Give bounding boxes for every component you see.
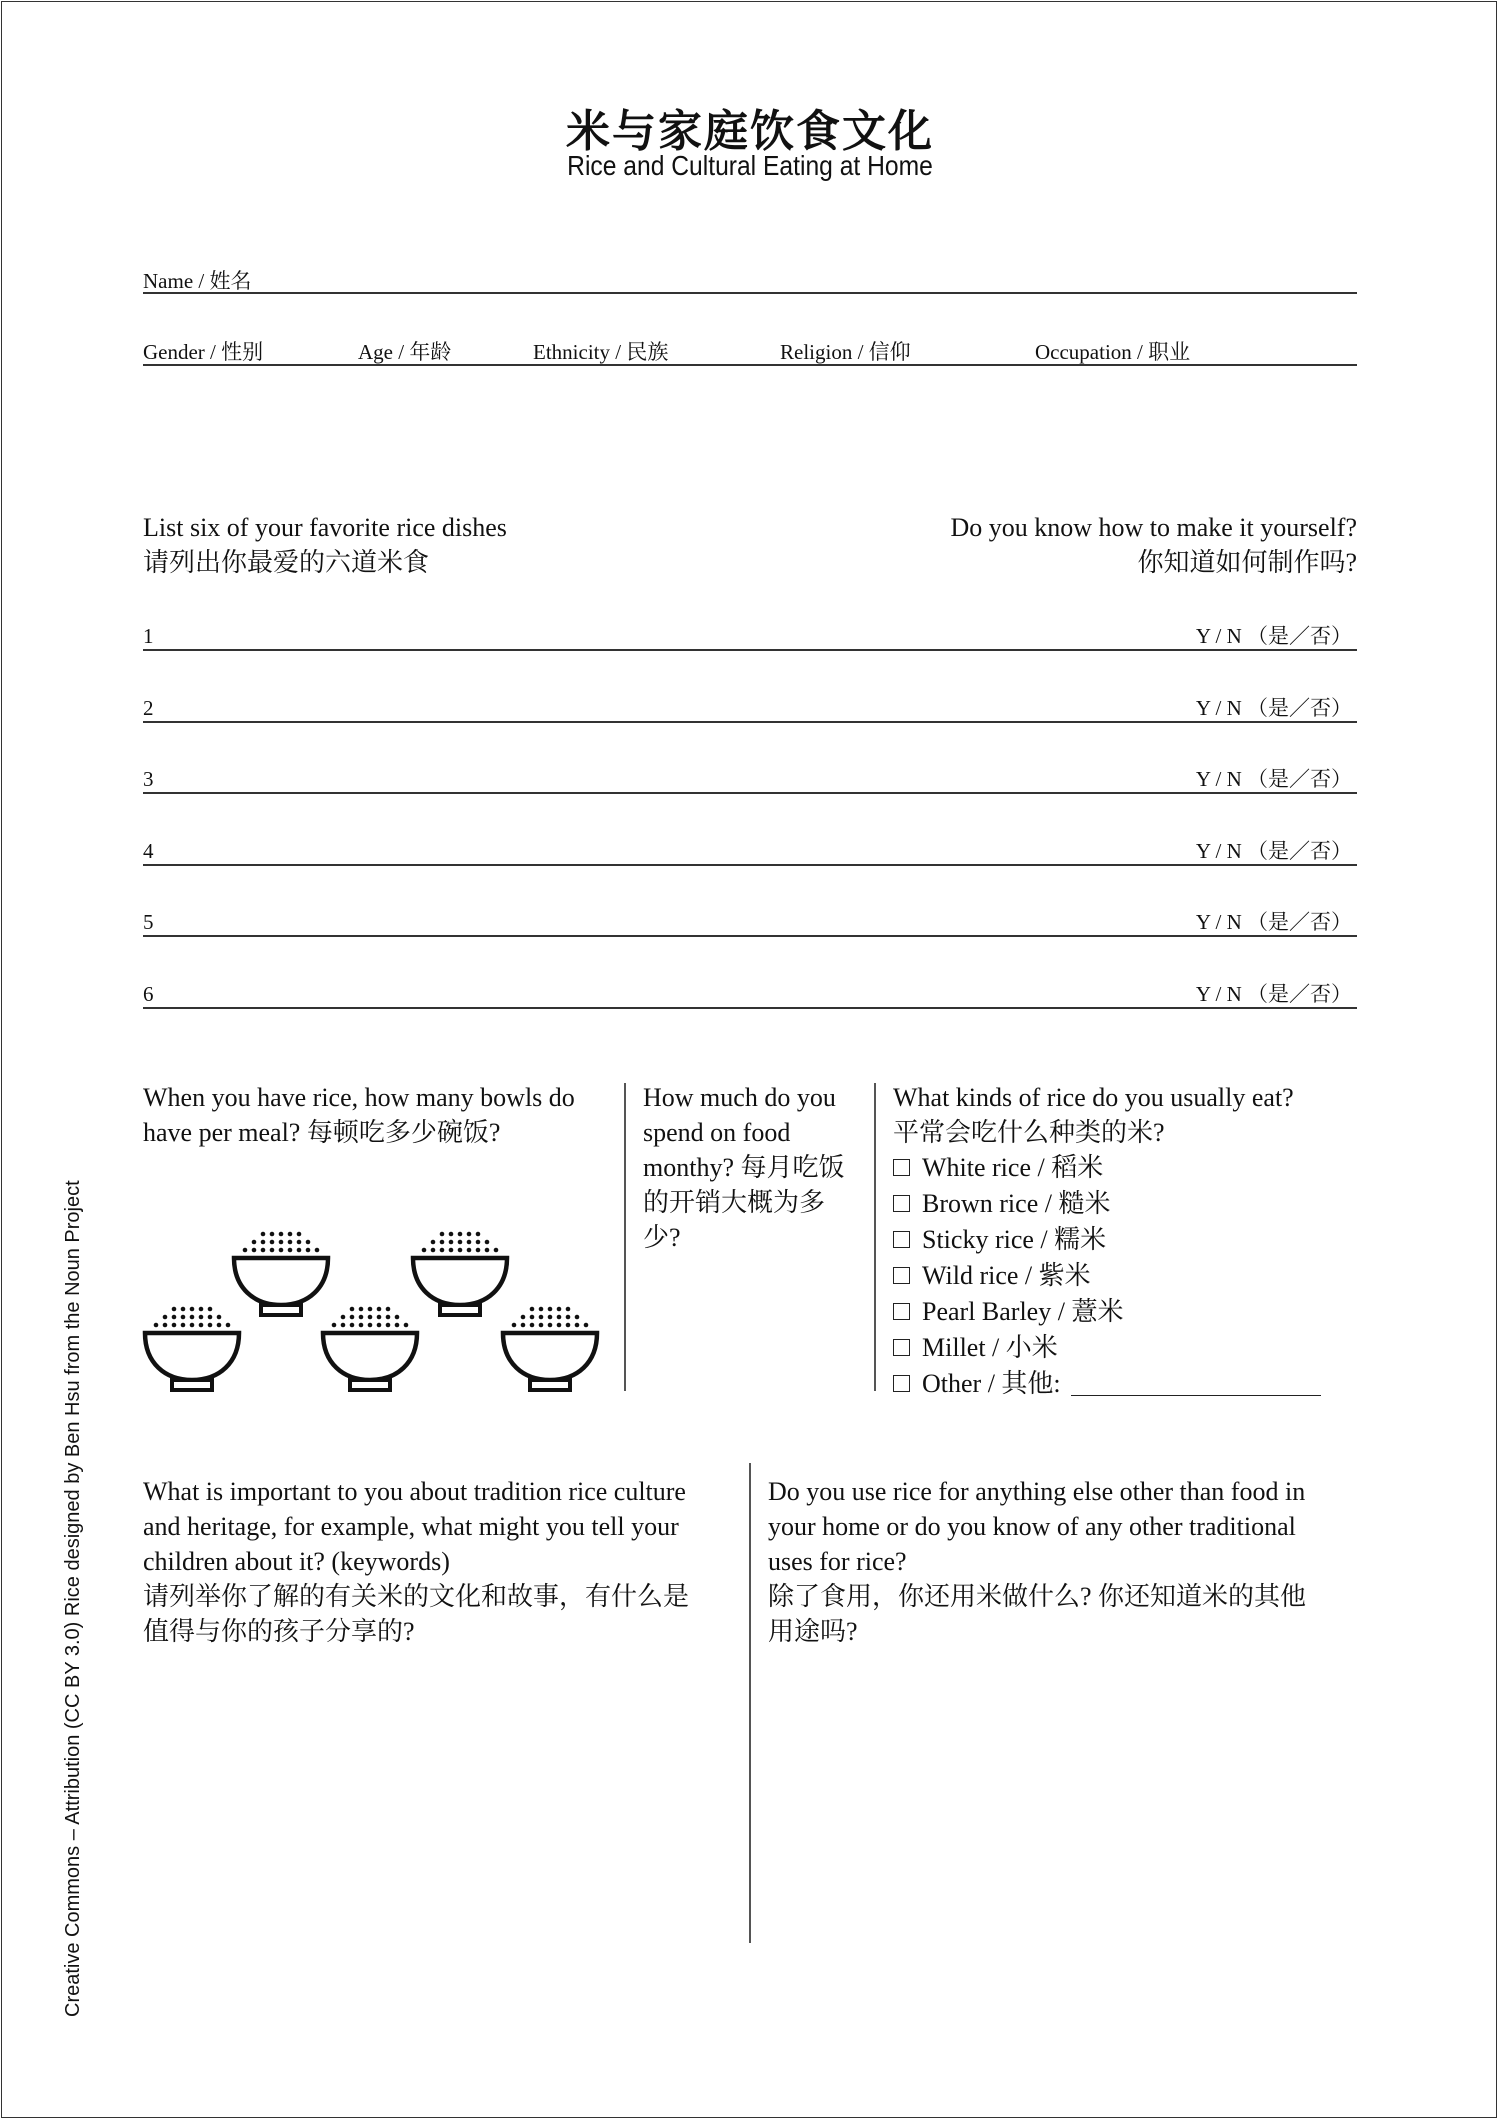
other-uses-question-line: uses for rice? — [768, 1547, 907, 1576]
rice-bowl-icon — [413, 1232, 507, 1315]
dish-yes-no[interactable]: Y / N （是／否） — [1195, 767, 1352, 791]
rice-option[interactable] — [893, 1150, 1321, 1186]
other-uses-question-line: 除了食用，你还用米做什么? 你还知道米的其他 — [768, 1582, 1307, 1611]
dish-line[interactable] — [143, 792, 1357, 794]
checkbox[interactable] — [893, 1375, 910, 1392]
name-field-line[interactable] — [143, 292, 1357, 294]
name-label: Name / 姓名 — [143, 269, 252, 293]
rice-option-label: Brown rice / 糙米 — [922, 1189, 1111, 1218]
rice-option-label: Wild rice / 紫米 — [922, 1261, 1091, 1290]
column-divider — [874, 1083, 876, 1391]
rice-option[interactable] — [893, 1258, 1321, 1294]
rice-option[interactable] — [893, 1186, 1321, 1222]
dish-number: 1 — [143, 624, 154, 648]
checkbox[interactable] — [893, 1267, 910, 1284]
rice-bowl-icon — [145, 1307, 239, 1390]
rice-kinds-question-zh: 平常会吃什么种类的米? — [893, 1118, 1165, 1147]
rice-bowl-icon — [503, 1307, 597, 1390]
dish-line[interactable] — [143, 721, 1357, 723]
spend-question-line: How much do you — [643, 1083, 836, 1112]
rice-option-label: Millet / 小米 — [922, 1333, 1058, 1362]
dish-line[interactable] — [143, 1007, 1357, 1009]
rice-bowl-icon — [234, 1232, 328, 1315]
other-rice-field[interactable] — [1071, 1369, 1321, 1396]
rice-option-label: Sticky rice / 糯米 — [922, 1225, 1107, 1254]
other-uses-question-line: 用途吗? — [768, 1617, 858, 1646]
rice-bowls-illustration — [140, 1220, 610, 1395]
tradition-question-line: 请列举你了解的有关米的文化和故事，有什么是 — [143, 1582, 690, 1611]
dishes-question-zh: 请列出你最爱的六道米食 — [143, 548, 430, 577]
bowls-question — [143, 1080, 575, 1150]
gender-label: Gender / 性别 — [143, 340, 264, 364]
make-question-en: Do you know how to make it yourself? — [950, 513, 1357, 542]
bowls-question-line: have per meal? 每顿吃多少碗饭? — [143, 1118, 501, 1147]
dish-yes-no[interactable]: Y / N （是／否） — [1195, 624, 1352, 648]
rice-option[interactable] — [893, 1366, 1321, 1402]
spend-question-line: monthy? 每月吃饭 — [643, 1153, 845, 1182]
rice-kinds-question-en: What kinds of rice do you usually eat? — [893, 1083, 1294, 1112]
rice-option[interactable] — [893, 1330, 1321, 1366]
occupation-label: Occupation / 职业 — [1035, 340, 1191, 364]
rice-option-label: Pearl Barley / 薏米 — [922, 1297, 1124, 1326]
spend-question-line: 少? — [643, 1223, 681, 1252]
rice-bowl-icon — [323, 1307, 417, 1390]
rice-kinds-checklist — [893, 1150, 1321, 1402]
checkbox[interactable] — [893, 1195, 910, 1212]
dish-number: 6 — [143, 982, 154, 1006]
dishes-question-en: List six of your favorite rice dishes — [143, 513, 507, 542]
rice-option-label: White rice / 稻米 — [922, 1153, 1104, 1182]
dish-yes-no[interactable]: Y / N （是／否） — [1195, 910, 1352, 934]
spend-question-line: 的开销大概为多 — [643, 1188, 826, 1217]
dish-line[interactable] — [143, 649, 1357, 651]
column-divider — [749, 1463, 751, 1943]
tradition-question-line: and heritage, for example, what might you tell your — [143, 1512, 679, 1541]
tradition-question-line: 值得与你的孩子分享的? — [143, 1617, 415, 1646]
checkbox[interactable] — [893, 1231, 910, 1248]
dish-number: 5 — [143, 910, 154, 934]
checkbox[interactable] — [893, 1339, 910, 1356]
dish-number: 3 — [143, 767, 154, 791]
make-question — [950, 510, 1357, 580]
dish-yes-no[interactable]: Y / N （是／否） — [1195, 696, 1352, 720]
make-question-zh: 你知道如何制作吗? — [1137, 548, 1357, 577]
credit-text: Creative Commons – Attribution (CC BY 3.0) Rice designed by Ben Hsu from the Noun Project — [62, 1180, 84, 2017]
spend-question — [643, 1080, 845, 1255]
dish-yes-no[interactable]: Y / N （是／否） — [1195, 982, 1352, 1006]
demographics-field-line[interactable] — [143, 364, 1357, 366]
dish-number: 2 — [143, 696, 154, 720]
bowls-question-line: When you have rice, how many bowls do — [143, 1083, 575, 1112]
religion-label: Religion / 信仰 — [780, 340, 911, 364]
dish-line[interactable] — [143, 935, 1357, 937]
tradition-question — [143, 1474, 689, 1649]
rice-option[interactable] — [893, 1222, 1321, 1258]
dish-yes-no[interactable]: Y / N （是／否） — [1195, 839, 1352, 863]
age-label: Age / 年龄 — [358, 340, 452, 364]
tradition-question-line: children about it? (keywords) — [143, 1547, 450, 1576]
dish-line[interactable] — [143, 864, 1357, 866]
checkbox[interactable] — [893, 1159, 910, 1176]
dishes-question — [143, 510, 507, 580]
other-uses-question-line: Do you use rice for anything else other than food in — [768, 1477, 1306, 1506]
checkbox[interactable] — [893, 1303, 910, 1320]
column-divider — [624, 1083, 626, 1391]
other-uses-question — [768, 1474, 1306, 1649]
rice-kinds-question — [893, 1080, 1294, 1150]
spend-question-line: spend on food — [643, 1118, 791, 1147]
ethnicity-label: Ethnicity / 民族 — [533, 340, 669, 364]
dish-number: 4 — [143, 839, 154, 863]
title-chinese: 米与家庭饮食文化 — [566, 106, 934, 157]
rice-option[interactable] — [893, 1294, 1321, 1330]
rice-option-label: Other / 其他: — [922, 1369, 1061, 1398]
other-uses-question-line: your home or do you know of any other traditional — [768, 1512, 1296, 1541]
title-english: Rice and Cultural Eating at Home — [567, 150, 933, 181]
tradition-question-line: What is important to you about tradition rice culture — [143, 1477, 686, 1506]
